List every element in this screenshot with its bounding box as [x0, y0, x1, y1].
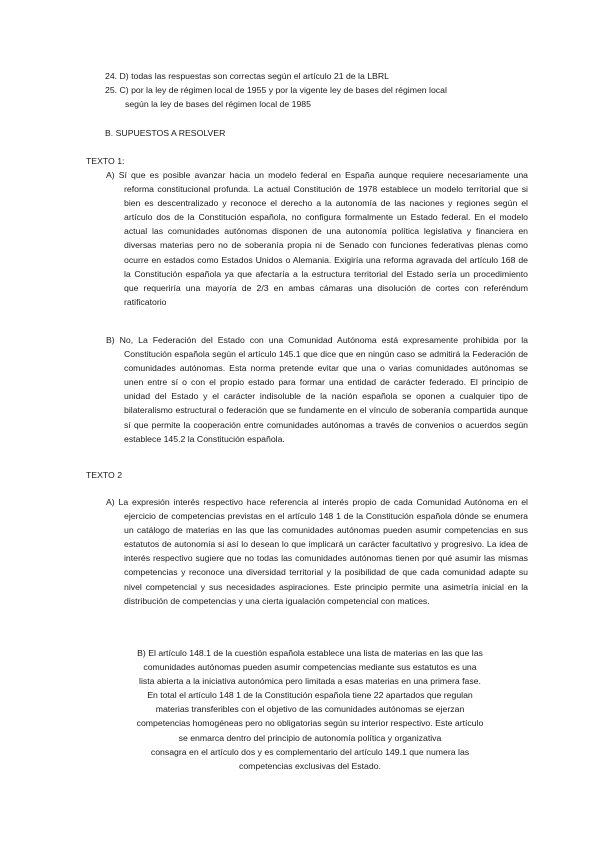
- texto-1-answer-b: B) No, La Federación del Estado con una Comunidad Autónoma está expresamente prohibida por la Constitución española según el artículo 145.1 que dice que en ningún caso se admitirá la Federación de comunidades autónomas. Esta norma pretende evitar que una o varias comunidades autónomas se unen entre sí o con el propio estado para formar una entidad de carácter federado. El principio de unidad del Estado y el carácter indisoluble de la nación española se oponen a cualquier tipo de bilateralismo estructural o federación que se fundamente en el vínculo de soberanía compartida aunque sí que permite la cooperación entre comunidades autónomas a través de convenios o acuerdos según establece 145.2 la Constitución española.: [106, 335, 528, 444]
- texto-2-answer-b-line: consagra en el artículo dos y es complementario del artículo 149.1 que numera las: [150, 746, 470, 757]
- texto-2-answer-b-line: competencias exclusivas del Estado.: [239, 760, 381, 771]
- answer-24-text: 24. D) todas las respuestas son correctas según el artículo 21 de la LBRL: [105, 71, 389, 81]
- texto-1-title: TEXTO 1:: [86, 156, 125, 166]
- texto-2-answer-b-line: lista abierta a la iniciativa autonómica pero limitada a esas materias en una primera fase.: [139, 676, 481, 687]
- texto-2-answer-b-line: En total el artículo 148 1 de la Constitución española tiene 22 apartados que regulan: [147, 690, 473, 701]
- texto-2-answer-b-line: materias transferibles con el objetivo de las comunidades autónomas se ejerzan: [155, 704, 465, 715]
- section-b-heading: B. SUPUESTOS A RESOLVER: [105, 128, 226, 138]
- texto-2-answer-b-line: competencias homogéneas pero no obligatorias según su interior respectivo. Este artículo: [136, 718, 484, 729]
- answer-25-line-2: según la ley de bases del régimen local de 1985: [125, 99, 311, 110]
- texto-2-title: TEXTO 2: [86, 470, 123, 480]
- texto-1-answer-a: A) Sí que es posible avanzar hacia un modelo federal en España aunque requiere necesariamente una reforma constitucional profunda. La actual Constitución de 1978 establece un modelo territorial que si bien es descentralizado y reconoce el derecho a la autonomía de las naciones y regiones según el artículo dos de la Constitución española, no configura formalmente un Estado federal. En el modelo actual las comunidades autónomas disponen de una autonomía política legislativa y financiera en diversas materias pero no de soberanía propia ni de Senado con funciones federativas plenas como ocurre en estados como Estados Unidos o Alemania. Exigiría una reforma agravada del artículo 168 de la Constitución española ya que afectaría a la estructura territorial del Estado sería un procedimiento que requeriría una mayoría de 2/3 en ambas cámaras una disolución de cortes con referéndum ratificatorio: [106, 170, 528, 307]
- answer-25-line-1: 25. C) por la ley de régimen local de 1955 y por la vigente ley de bases del régimen local: [105, 85, 447, 95]
- texto-2-answer-b-line: comunidades autónomas pueden asumir competencias mediante sus estatutos es una: [143, 662, 477, 673]
- answer-24: [105, 69, 525, 83]
- texto-2-answer-b-line: B) El artículo 148.1 de la cuestión española establece una lista de materias en las que las: [137, 648, 483, 658]
- texto-2-answer-a: A) La expresión interés respectivo hace referencia al interés propio de cada Comunidad Autónoma en el ejercicio de competencias previstas en el artículo 148 1 de la Constitución española dónde se enumera un catálogo de materias en las que las comunidades autónomas pueden asumir competencias en sus estatutos de autonomía si así lo desean lo que implicará un carácter facultativo y progresivo. La idea de interés respectivo sugiere que no todas las comunidades autónomas tienen por qué asumir las mismas competencias y reconoce una diversidad territorial y la posibilidad de que cada comunidad adapte su nivel competencial y sus necesidades aspiraciones. Este principio permite una asimetría inicial en la distribución de competencias y una cierta igualación competencial con matices.: [106, 497, 528, 606]
- texto-2-answer-b: [100, 646, 520, 773]
- texto-2-answer-b-line: se enmarca dentro del principio de autonomía política y organizativa: [178, 732, 442, 743]
- answer-25: [105, 83, 525, 111]
